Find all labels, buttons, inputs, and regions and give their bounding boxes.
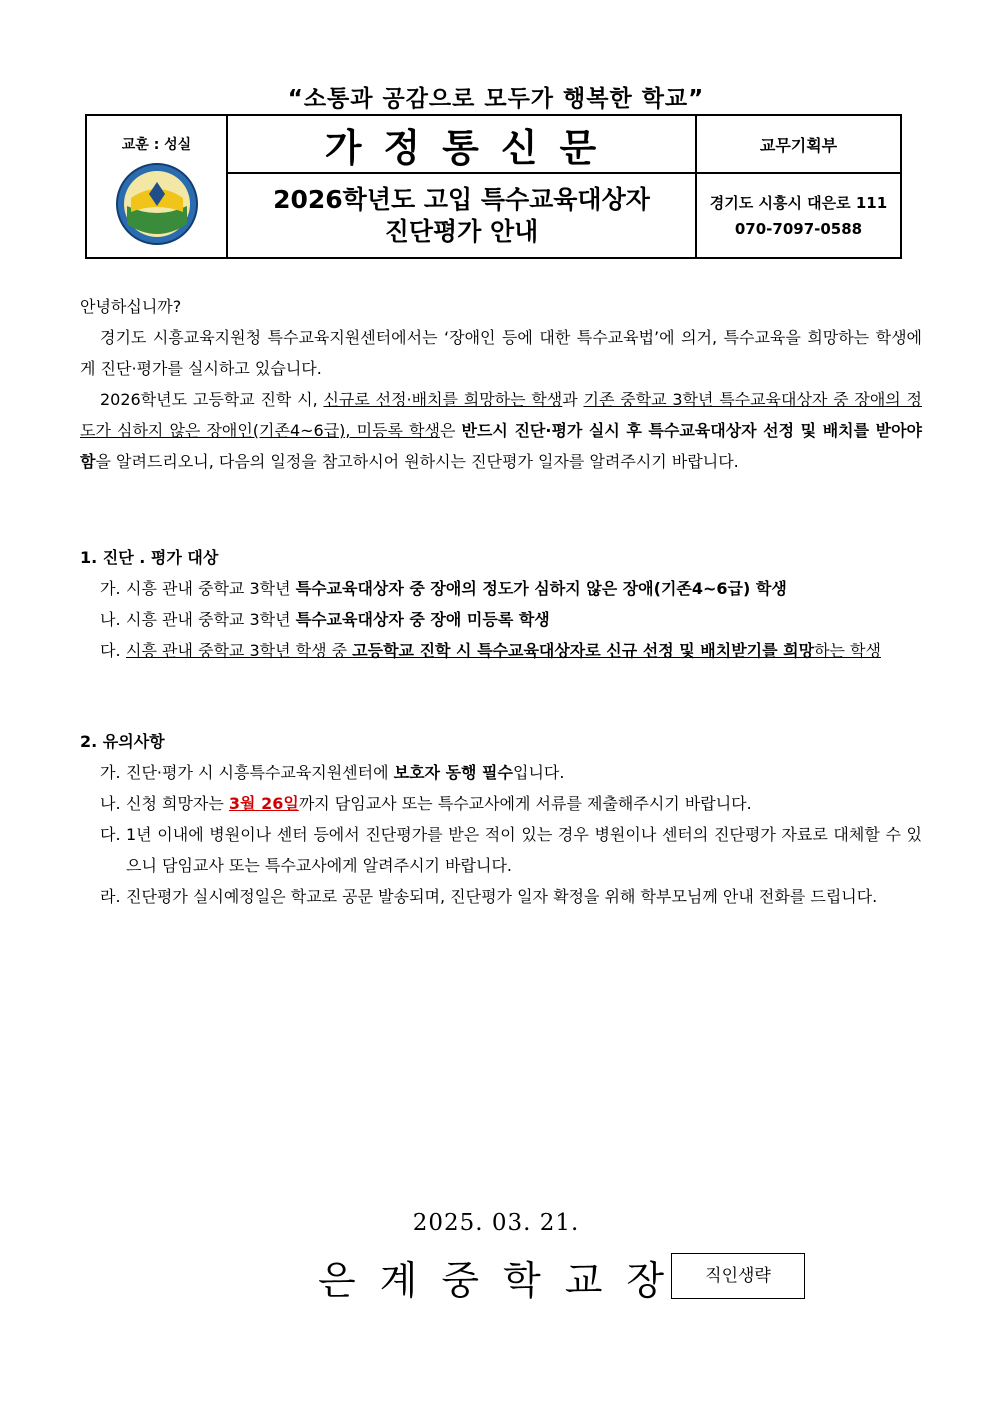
list-item: 라. 진단평가 실시예정일은 학교로 공문 발송되며, 진단평가 일자 확정을 위해 학부모님께 안내 전화를 드립니다.: [100, 887, 878, 906]
list-item: 가. 시흥 관내 중학교 3학년 특수교육대상자 중 장애의 정도가 심하지 않은 장애(기존4~6급) 학생: [100, 579, 787, 598]
school-phone: 070-7097-0588: [734, 219, 863, 238]
school-address: 경기도 시흥시 대은로 111: [709, 193, 888, 212]
issue-date: 2025. 03. 21.: [412, 1210, 580, 1236]
paragraph-2: 2026학년도 고등학교 진학 시, 신규로 선정·배치를 희망하는 학생과 기존 중학교 3학년 특수교육대상자 중 장애의 정도가 심하지 않은 장애인(기존4~6급), 미등록 학생은 반드시 진단·평가 실시 후 특수교육대상자 선정 및 배치를 받아야 함을 알려드리오니, 다음의 일정을 참고하시어 원하시는 진단평가 일자를 알려주시기 바랍니다.: [80, 390, 922, 471]
school-motto: 교훈 : 성실: [121, 136, 192, 153]
subtitle-cell: [227, 173, 696, 258]
list-item: 다. 시흥 관내 중학교 3학년 학생 중 고등학교 진학 시 특수교육대상자로 신규 선정 및 배치받기를 희망하는 학생: [100, 641, 881, 660]
contact-cell: [696, 173, 901, 258]
list-item: 가. 진단·평가 시 시흥특수교육지원센터에 보호자 동행 필수입니다.: [100, 763, 565, 782]
principal-signature: 은계중학교장: [318, 1259, 689, 1304]
section-2-heading: 2. 유의사항: [80, 732, 165, 751]
logo-cell: [86, 115, 227, 258]
section-2: [80, 726, 922, 912]
greeting: 안녕하십니까?: [80, 297, 182, 316]
subtitle-line-2: 진단평가 안내: [384, 216, 539, 246]
section-1: [80, 542, 922, 666]
list-item: 나. 시흥 관내 중학교 3학년 특수교육대상자 중 장애 미등록 학생: [100, 610, 550, 629]
department: 교무기획부: [759, 135, 838, 155]
list-item: 나. 신청 희망자는 3월 26일까지 담임교사 또는 특수교사에게 서류를 제출해주시기 바랍니다.: [100, 794, 752, 813]
seal-omitted-box: 직인생략: [671, 1253, 805, 1299]
school-logo-icon: [115, 162, 199, 246]
main-title: 가정통신문: [324, 125, 619, 170]
paragraph-1: 경기도 시흥교육지원청 특수교육지원센터에서는 ‘장애인 등에 대한 특수교육법’에 의거, 특수교육을 희망하는 학생에게 진단·평가를 실시하고 있습니다.: [80, 328, 922, 378]
school-slogan: “소통과 공감으로 모두가 행복한 학교”: [287, 86, 705, 112]
deadline-date: 3월 26일: [228, 794, 299, 813]
letter-header: [85, 114, 902, 259]
main-title-cell: [227, 115, 696, 173]
department-cell: [696, 115, 901, 173]
letter-body: [80, 291, 922, 477]
section-1-heading: 1. 진단 . 평가 대상: [80, 548, 219, 567]
list-item: 다. 1년 이내에 병원이나 센터 등에서 진단평가를 받은 적이 있는 경우 병원이나 센터의 진단평가 자료로 대체할 수 있으니 담임교사 또는 특수교사에게 알려주시기 바랍니다.: [100, 825, 922, 875]
subtitle-line-1: 2026학년도 고입 특수교육대상자: [273, 184, 650, 214]
